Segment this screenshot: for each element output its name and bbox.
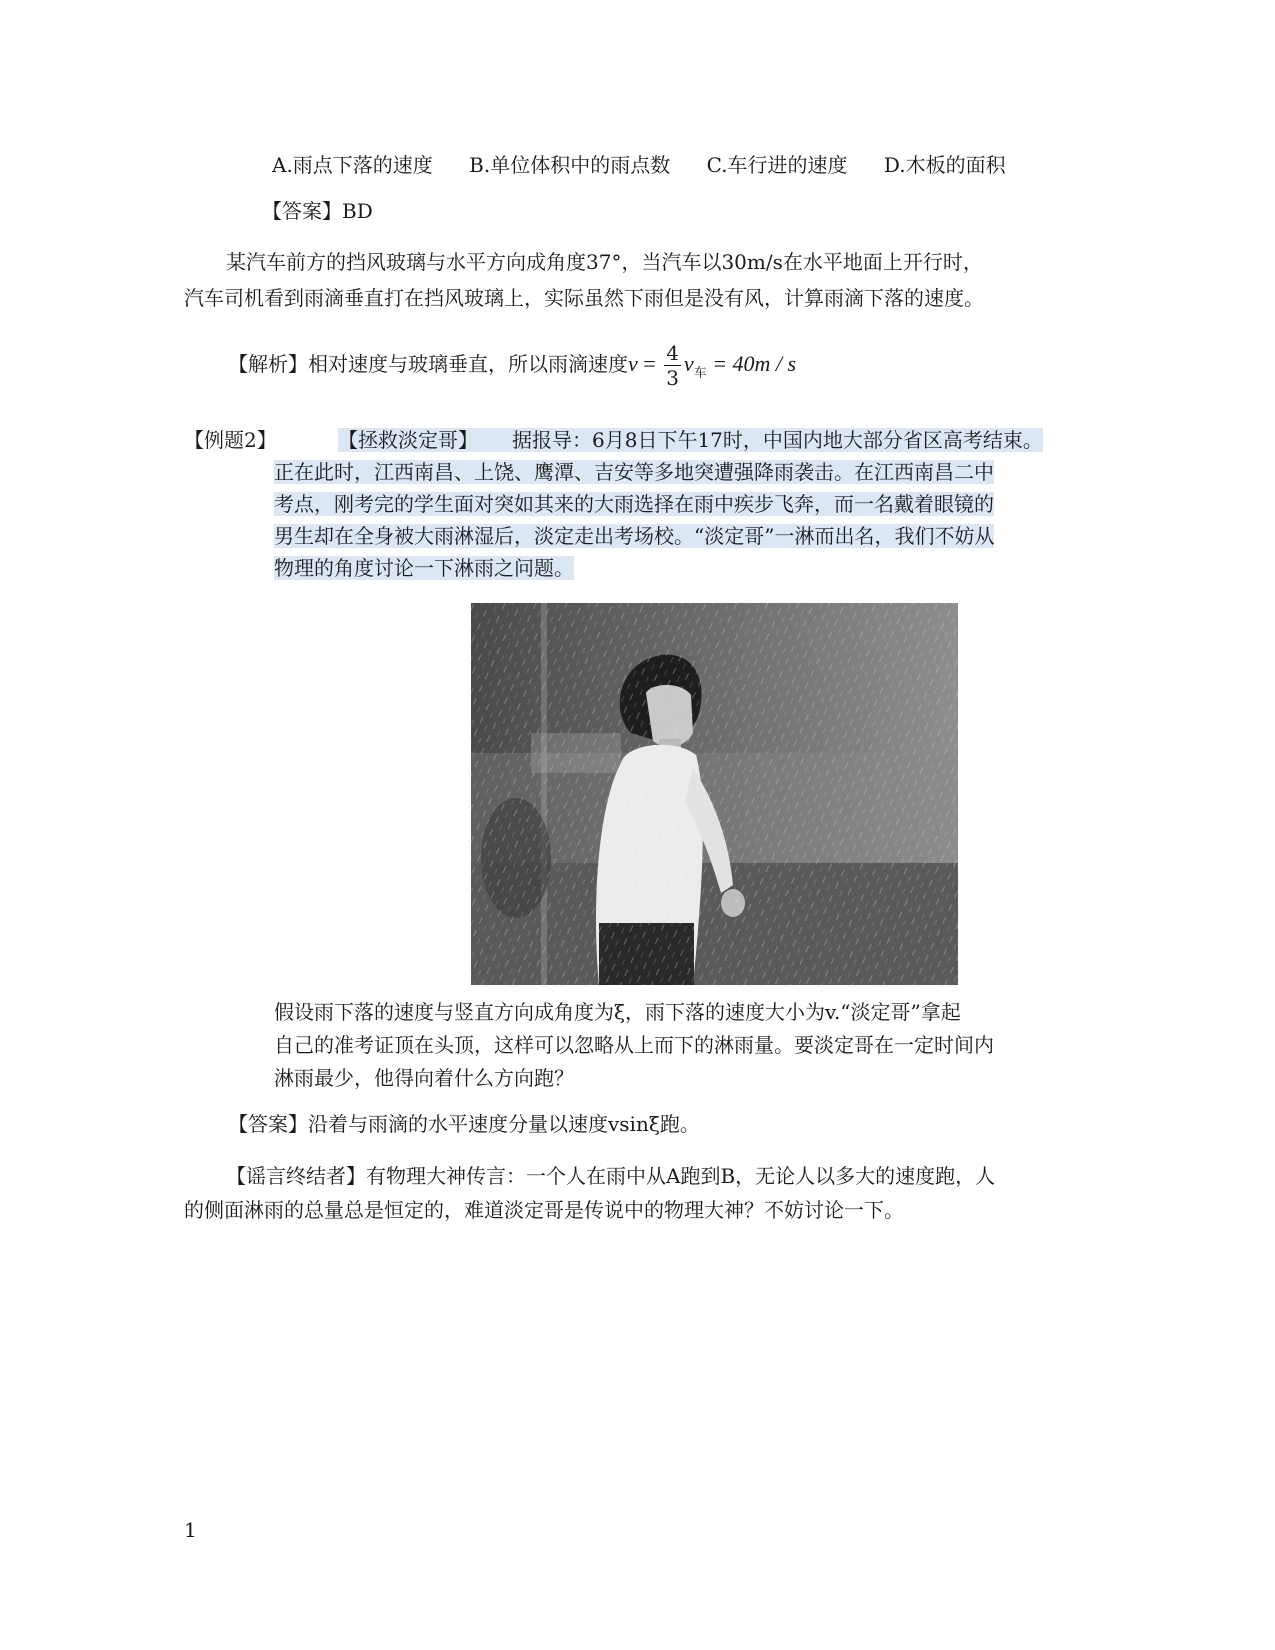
example-2-text-5: 物理的角度讨论一下淋雨之问题。 (274, 556, 574, 580)
option-d: D.木板的面积 (883, 153, 1006, 177)
option-a: A.雨点下落的速度 (272, 153, 433, 177)
fraction (664, 341, 681, 390)
analysis-formula (228, 338, 796, 400)
problem-1-line-2: 汽车司机看到雨滴垂直打在挡风玻璃上，实际虽然下雨但是没有风，计算雨滴下落的速度。 (184, 286, 984, 310)
var-v-car: v (683, 351, 694, 376)
rumor-line-1: 【谣言终结者】有物理大神传言：一个人在雨中从A跑到B，无论人以多大的速度跑，人 (226, 1164, 996, 1188)
car-subscript: 车 (693, 366, 707, 381)
example-2-text-3: 考点，刚考完的学生面对突如其来的大雨选择在雨中疾步飞奔，而一名戴着眼镜的 (274, 492, 994, 516)
rumor-line-2: 的侧面淋雨的总量总是恒定的，难道淡定哥是传说中的物理大神？不妨讨论一下。 (184, 1198, 904, 1222)
option-b: B.单位体积中的雨点数 (469, 153, 671, 177)
answer-1: 【答案】BD (262, 199, 373, 223)
answer-2: 【答案】沿着与雨滴的水平速度分量以速度vsinξ跑。 (228, 1112, 700, 1136)
example-2-text-2: 正在此时，江西南昌、上饶、鹰潭、吉安等多地突遭强降雨袭击。在江西南昌二中 (274, 460, 994, 484)
example-2-text-1: 据报导：6月8日下午17时，中国内地大部分省区高考结束。 (478, 428, 1043, 452)
example-2-line-1 (338, 426, 1043, 454)
fraction-denominator: 3 (666, 366, 679, 390)
result-value: = 40m / s (706, 351, 797, 376)
page-number: 1 (184, 1518, 197, 1542)
equals-sign: = (637, 351, 662, 376)
question-2-line-1: 假设雨下落的速度与竖直方向成角度为ξ，雨下落的速度大小为v.“淡定哥”拿起 (274, 1000, 961, 1024)
question-2-line-3: 淋雨最少，他得向着什么方向跑？ (274, 1066, 574, 1090)
example-2-title: 【拯救淡定哥】 (338, 428, 478, 452)
example-2-line-5-wrap (274, 554, 574, 582)
var-v: v (628, 351, 638, 376)
example-2-line-2-wrap (274, 458, 994, 486)
example-2-text-4: 男生却在全身被大雨淋湿后，淡定走出考场校。“淡定哥”一淋而出名，我们不妨从 (274, 524, 995, 548)
analysis-prefix: 【解析】相对速度与玻璃垂直，所以雨滴速度 (228, 352, 628, 376)
answer-options (272, 151, 1036, 179)
rain-walking-photo (471, 603, 958, 985)
example-2-line-3-wrap (274, 490, 994, 518)
question-2-line-2: 自己的准考证顶在头顶，这样可以忽略从上而下的淋雨量。要淡定哥在一定时间内 (274, 1033, 994, 1057)
fraction-numerator: 4 (666, 341, 679, 365)
problem-1-line-1: 某汽车前方的挡风玻璃与水平方向成角度37°，当汽车以30m/s在水平地面上开行时， (226, 250, 983, 274)
option-c: C.车行进的速度 (706, 153, 848, 177)
example-2-label: 【例题2】 (184, 428, 277, 452)
example-2-line-4-wrap (274, 522, 994, 550)
